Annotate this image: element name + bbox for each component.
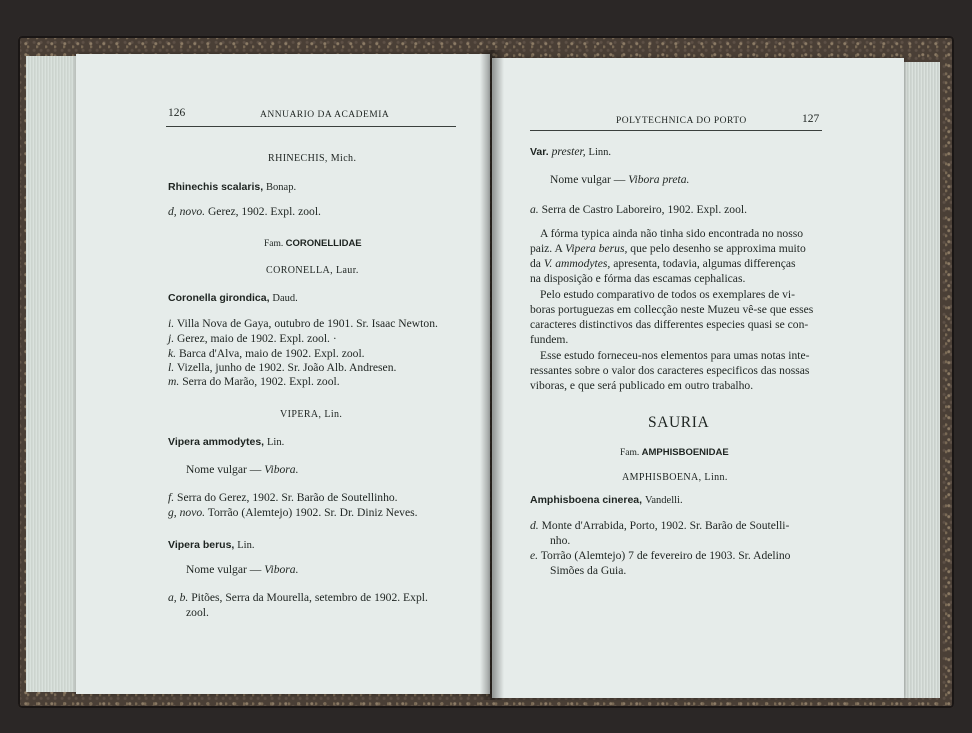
running-head: POLYTECHNICA DO PORTO — [616, 116, 747, 126]
vulgar-name: Nome vulgar — Vibora. — [186, 463, 299, 476]
species-entry: Amphisboena cinerea, Vandelli. — [530, 494, 683, 506]
species-entry: Vipera berus, Lin. — [168, 539, 255, 551]
paragraph-line: caracteres distinctivos das differentes especies quasi se con- — [530, 318, 809, 331]
specimen-record-continued: Simões da Guia. — [550, 564, 627, 577]
family-heading: Fam. CORONELLIDAE — [264, 238, 362, 249]
specimen-record: d. Monte d'Arrabida, Porto, 1902. Sr. Barão de Soutelli- — [530, 519, 790, 532]
specimen-record: a, b. Pitões, Serra da Mourella, setembro de 1902. Expl. — [168, 591, 428, 604]
paragraph-line: viboras, e que será publicado em outro trabalho. — [530, 379, 754, 392]
paragraph-line: A fórma typica ainda não tinha sido encontrada no nosso — [540, 227, 804, 240]
page-number: 126 — [168, 107, 186, 119]
specimen-record: k. Barca d'Alva, maio de 1902. Expl. zool. — [168, 347, 365, 360]
vulgar-name: Nome vulgar — Vibora. — [186, 563, 299, 576]
order-heading: SAURIA — [648, 414, 710, 431]
left-page — [76, 54, 490, 694]
specimen-record-continued: nho. — [550, 534, 571, 547]
paragraph-line: da V. ammodytes, apresenta, todavia, algumas differenças — [530, 257, 796, 270]
paragraph-line: ressantes sobre o valor dos caracteres especificos das nossas — [530, 364, 810, 377]
species-entry: Rhinechis scalaris, Bonap. — [168, 181, 297, 193]
specimen-record-continued: zool. — [186, 606, 209, 619]
vulgar-name: Nome vulgar — Vibora preta. — [550, 173, 690, 186]
specimen-record: g, novo. Torrão (Alemtejo) 1902. Sr. Dr. Diniz Neves. — [168, 506, 418, 519]
genus-heading: CORONELLA, Laur. — [266, 265, 359, 276]
specimen-record: a. Serra de Castro Laboreiro, 1902. Expl. zool. — [530, 203, 748, 216]
variety-entry: Var. prester, Linn. — [530, 145, 612, 158]
genus-heading: AMPHISBOENA, Linn. — [622, 472, 728, 483]
paragraph-line: Esse estudo forneceu-nos elementos para umas notas inte- — [540, 349, 810, 362]
paragraph-line: fundem. — [530, 333, 569, 346]
paragraph-line: boras portuguezas em collecção neste Muzeu vê-se que esses — [530, 303, 814, 316]
page-number: 127 — [802, 113, 820, 125]
paragraph-line: Pelo estudo comparativo de todos os exemplares de vi- — [540, 288, 796, 301]
specimen-record: d, novo. Gerez, 1902. Expl. zool. — [168, 205, 321, 218]
specimen-record: e. Torrão (Alemtejo) 7 de fevereiro de 1903. Sr. Adelino — [530, 549, 791, 562]
specimen-record: i. Villa Nova de Gaya, outubro de 1901. Sr. Isaac Newton. — [168, 317, 438, 330]
family-heading: Fam. AMPHISBOENIDAE — [620, 447, 729, 458]
genus-heading: RHINECHIS, Mich. — [268, 153, 357, 164]
specimen-record: m. Serra do Marão, 1902. Expl. zool. — [168, 375, 340, 388]
running-head: ANNUARIO DA ACADEMIA — [260, 110, 390, 120]
specimen-record: j. Gerez, maio de 1902. Expl. zool. · — [168, 332, 337, 345]
species-entry: Vipera ammodytes, Lin. — [168, 436, 285, 448]
specimen-record: l. Vizella, junho de 1902. Sr. João Alb. Andresen. — [168, 361, 397, 374]
header-rule — [166, 126, 456, 127]
paragraph-line: na disposição e fórma das escamas cephalicas. — [530, 272, 746, 285]
book-gutter — [480, 50, 504, 700]
header-rule — [530, 130, 822, 131]
genus-heading: VIPERA, Lin. — [280, 409, 343, 420]
species-entry: Coronella girondica, Daud. — [168, 292, 298, 304]
paragraph-line: paiz. A Vipera berus, que pelo desenho se approxima muito — [530, 242, 806, 255]
right-page — [492, 58, 904, 698]
specimen-record: f. Serra do Gerez, 1902. Sr. Barão de Soutellinho. — [168, 491, 398, 504]
